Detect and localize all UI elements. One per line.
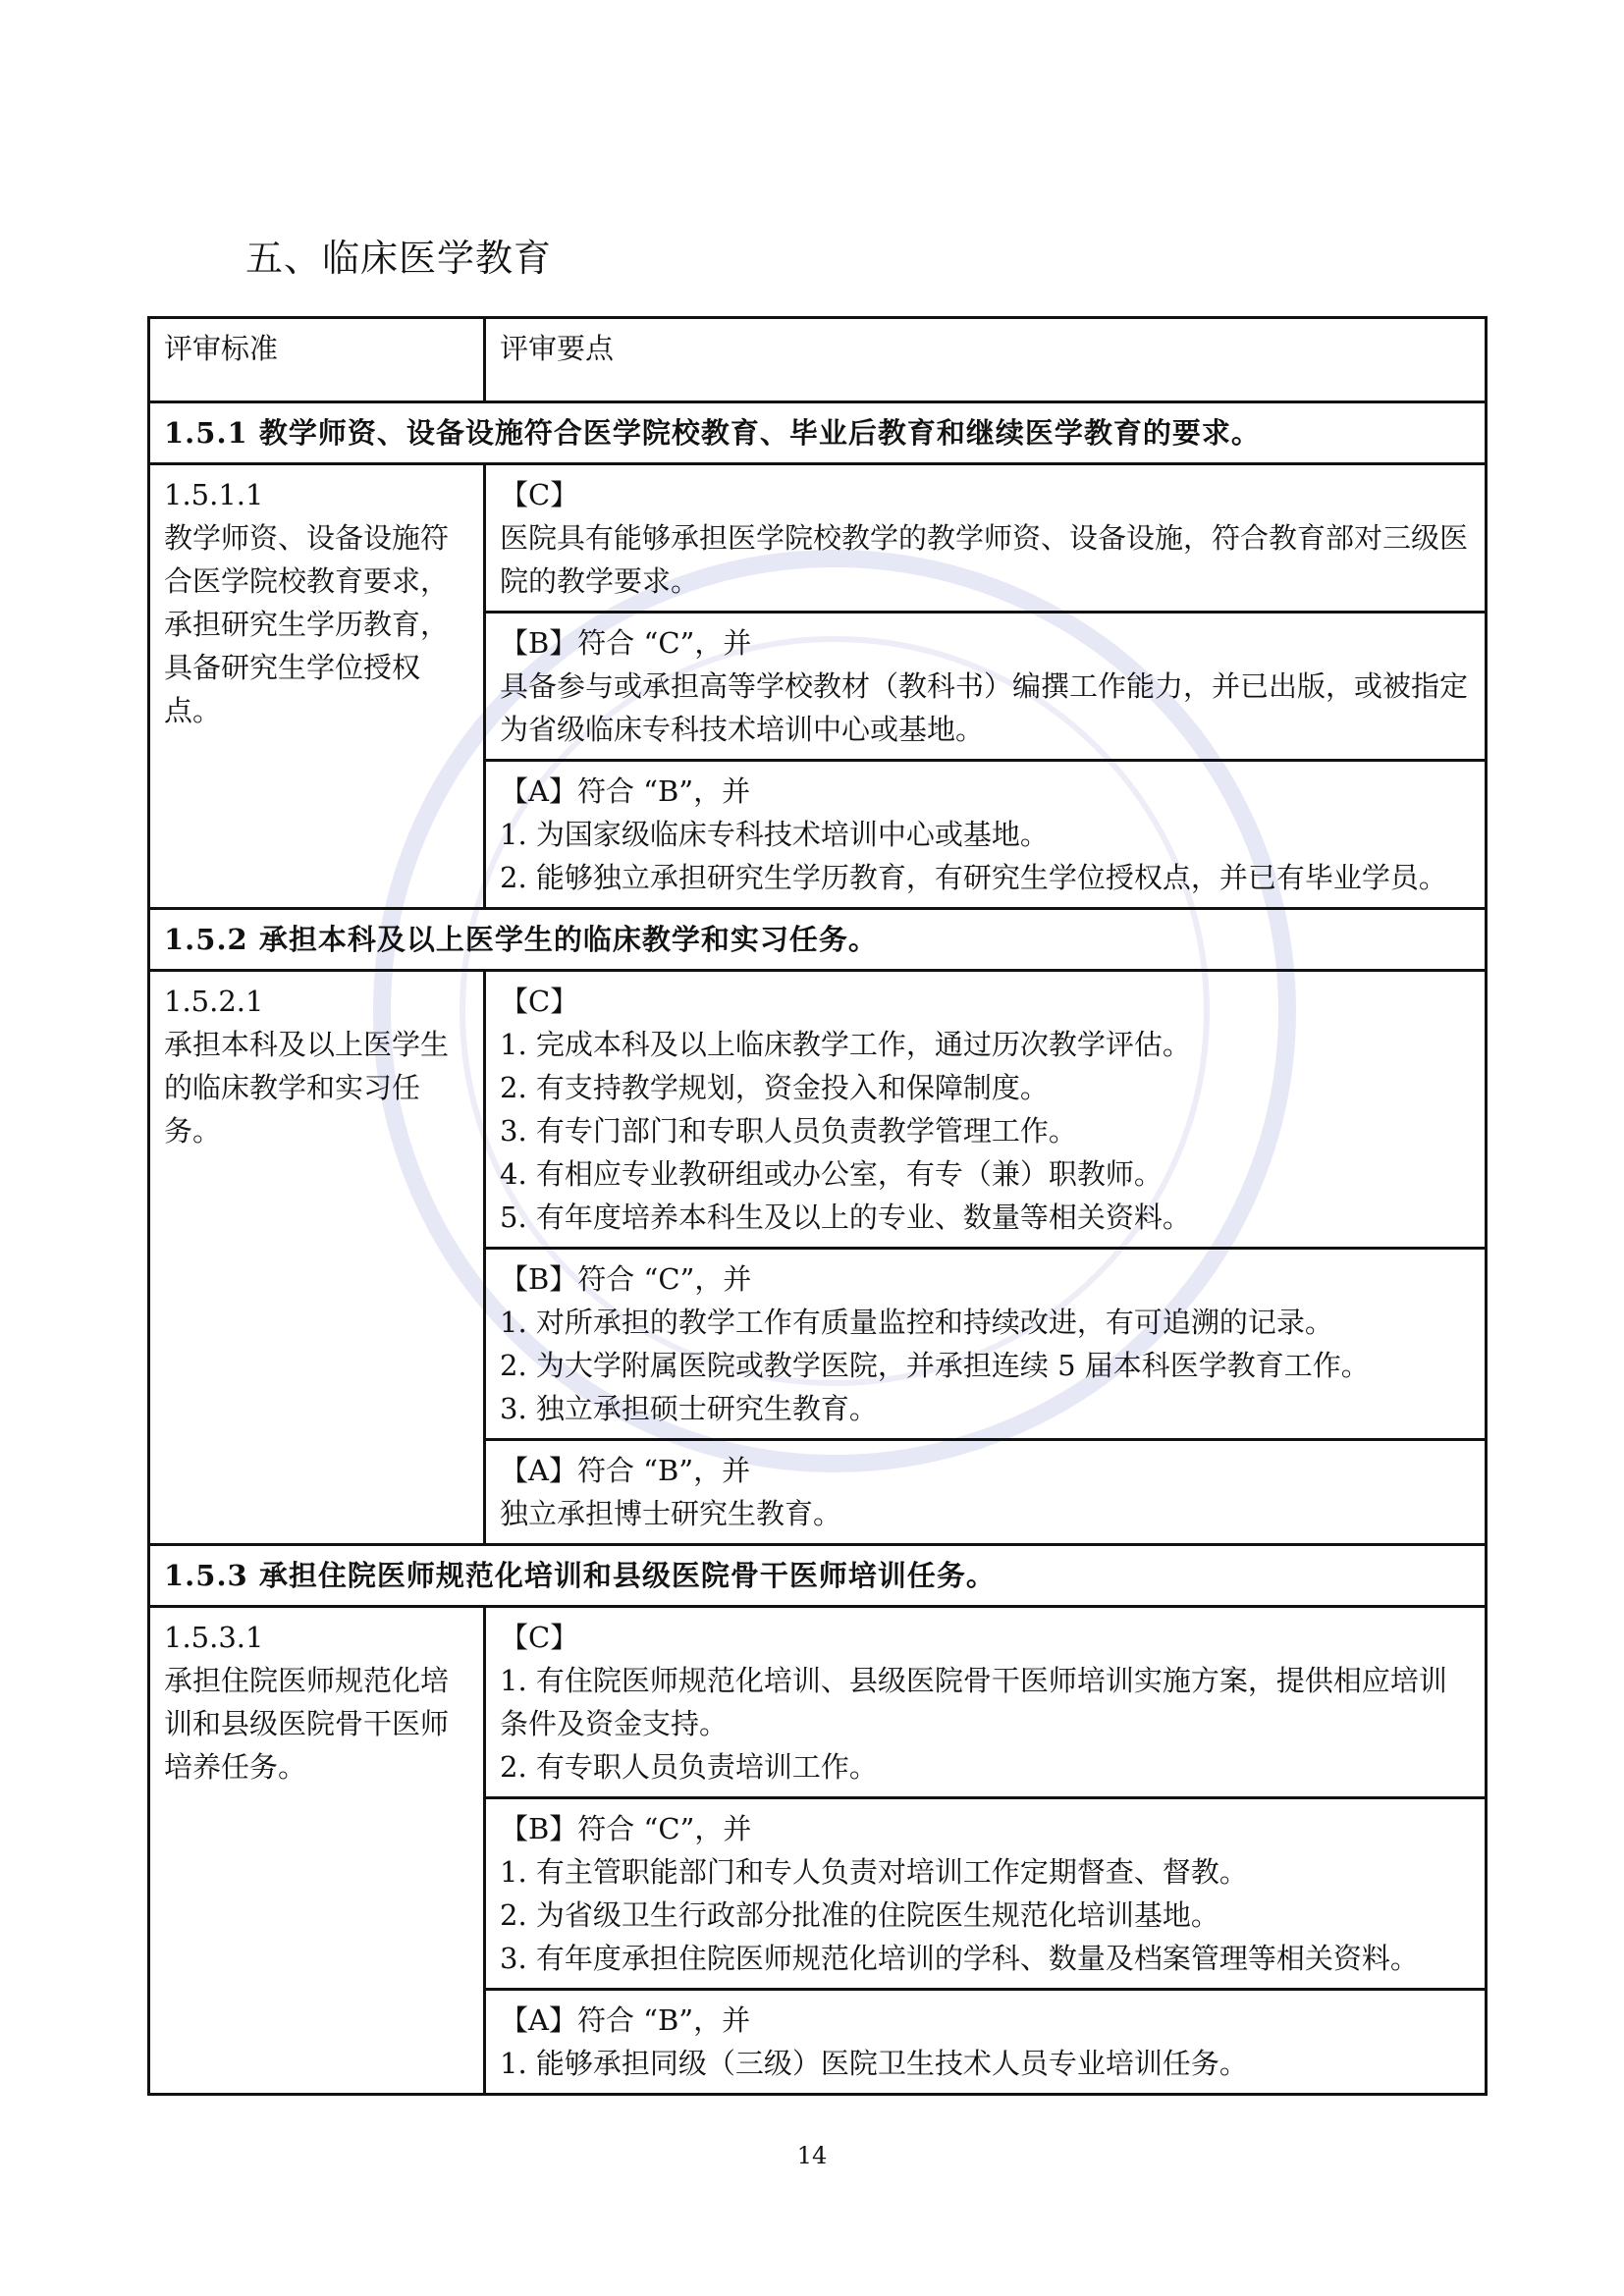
point-cell (485, 1990, 1487, 2095)
requirement-line: 2. 有专职人员负责培训工作。 (500, 1750, 878, 1784)
requirement-line: 3. 有专门部门和专职人员负责教学管理工作。 (500, 1114, 1077, 1148)
section-row (149, 402, 1487, 464)
section-row (149, 909, 1487, 971)
standard-text: 承担本科及以上医学生的临床教学和实习任务。 (164, 1028, 450, 1148)
grade-level: 【C】 (500, 1621, 579, 1654)
requirement-line: 1. 有主管职能部门和专人负责对培训工作定期督查、督教。 (500, 1855, 1248, 1889)
requirement-line: 1. 有住院医师规范化培训、县级医院骨干医师培训实施方案，提供相应培训条件及资金支持。 (500, 1664, 1447, 1740)
standard-cell (149, 464, 485, 909)
standard-code: 1.5.1.1 (164, 478, 264, 511)
requirement-line: 3. 有年度承担住院医师规范化培训的学科、数量及档案管理等相关资料。 (500, 1942, 1419, 1975)
page-number: 14 (796, 2142, 828, 2169)
requirement-line: 1. 能够承担同级（三级）医院卫生技术人员专业培训任务。 (500, 2047, 1248, 2080)
grade-level: 【B】符合 “C”，并 (500, 1262, 752, 1296)
requirement-line: 2. 为省级卫生行政部分批准的住院医生规范化培训基地。 (500, 1898, 1219, 1932)
requirement-line: 1. 对所承担的教学工作有质量监控和持续改进，有可追溯的记录。 (500, 1306, 1333, 1339)
table-row (149, 1607, 1487, 1798)
standard-cell (149, 1607, 485, 2095)
section-heading: 1.5.2 承担本科及以上医学生的临床教学和实习任务。 (149, 909, 1487, 971)
point-cell (485, 971, 1487, 1249)
grade-level: 【C】 (500, 478, 579, 511)
requirement-line: 2. 能够独立承担研究生学历教育，有研究生学位授权点，并已有毕业学员。 (500, 861, 1447, 894)
grade-level: 【A】符合 “B”，并 (500, 774, 751, 808)
table-row (149, 464, 1487, 613)
point-cell (485, 1798, 1487, 1990)
point-cell (485, 613, 1487, 761)
section-row (149, 1545, 1487, 1607)
requirement-line: 1. 为国家级临床专科技术培训中心或基地。 (500, 818, 1049, 851)
section-heading: 1.5.1 教学师资、设备设施符合医学院校教育、毕业后教育和继续医学教育的要求。 (149, 402, 1487, 464)
requirement-line: 1. 完成本科及以上临床教学工作，通过历次教学评估。 (500, 1028, 1191, 1061)
standard-text: 教学师资、设备设施符合医学院校教育要求，承担研究生学历教育，具备研究生学位授权点。 (164, 521, 450, 727)
standard-text: 承担住院医师规范化培训和县级医院骨干医师培养任务。 (164, 1664, 450, 1784)
point-cell (485, 464, 1487, 613)
requirement-line: 5. 有年度培养本科生及以上的专业、数量等相关资料。 (500, 1201, 1191, 1234)
point-cell (485, 1440, 1487, 1545)
requirement-line: 具备参与或承担高等学校教材（教科书）编撰工作能力，并已出版，或被指定为省级临床专科技术培训中心或基地。 (500, 669, 1469, 746)
grade-level: 【A】符合 “B”，并 (500, 1454, 751, 1487)
requirement-line: 3. 独立承担硕士研究生教育。 (500, 1392, 878, 1425)
requirement-line: 4. 有相应专业教研组或办公室，有专（兼）职教师。 (500, 1157, 1163, 1191)
section-title: 五、临床医学教育 (245, 237, 553, 280)
grade-level: 【A】符合 “B”，并 (500, 2003, 751, 2037)
standard-cell (149, 971, 485, 1545)
grade-level: 【C】 (500, 985, 579, 1018)
section-heading: 1.5.3 承担住院医师规范化培训和县级医院骨干医师培训任务。 (149, 1545, 1487, 1607)
requirement-line: 2. 有支持教学规划，资金投入和保障制度。 (500, 1071, 1049, 1104)
grade-level: 【B】符合 “C”，并 (500, 626, 752, 660)
header-standard: 评审标准 (149, 318, 485, 402)
grade-level: 【B】符合 “C”，并 (500, 1812, 752, 1845)
requirement-line: 医院具有能够承担医学院校教学的教学师资、设备设施，符合教育部对三级医院的教学要求。 (500, 521, 1469, 598)
header-points: 评审要点 (485, 318, 1487, 402)
evaluation-table (147, 316, 1488, 2096)
requirement-line: 独立承担博士研究生教育。 (500, 1497, 842, 1530)
table-row (149, 971, 1487, 1249)
point-cell (485, 761, 1487, 909)
table-header-row (149, 318, 1487, 402)
standard-code: 1.5.2.1 (164, 985, 264, 1018)
point-cell (485, 1249, 1487, 1440)
point-cell (485, 1607, 1487, 1798)
standard-code: 1.5.3.1 (164, 1621, 264, 1654)
requirement-line: 2. 为大学附属医院或教学医院，并承担连续 5 届本科医学教育工作。 (500, 1349, 1370, 1382)
